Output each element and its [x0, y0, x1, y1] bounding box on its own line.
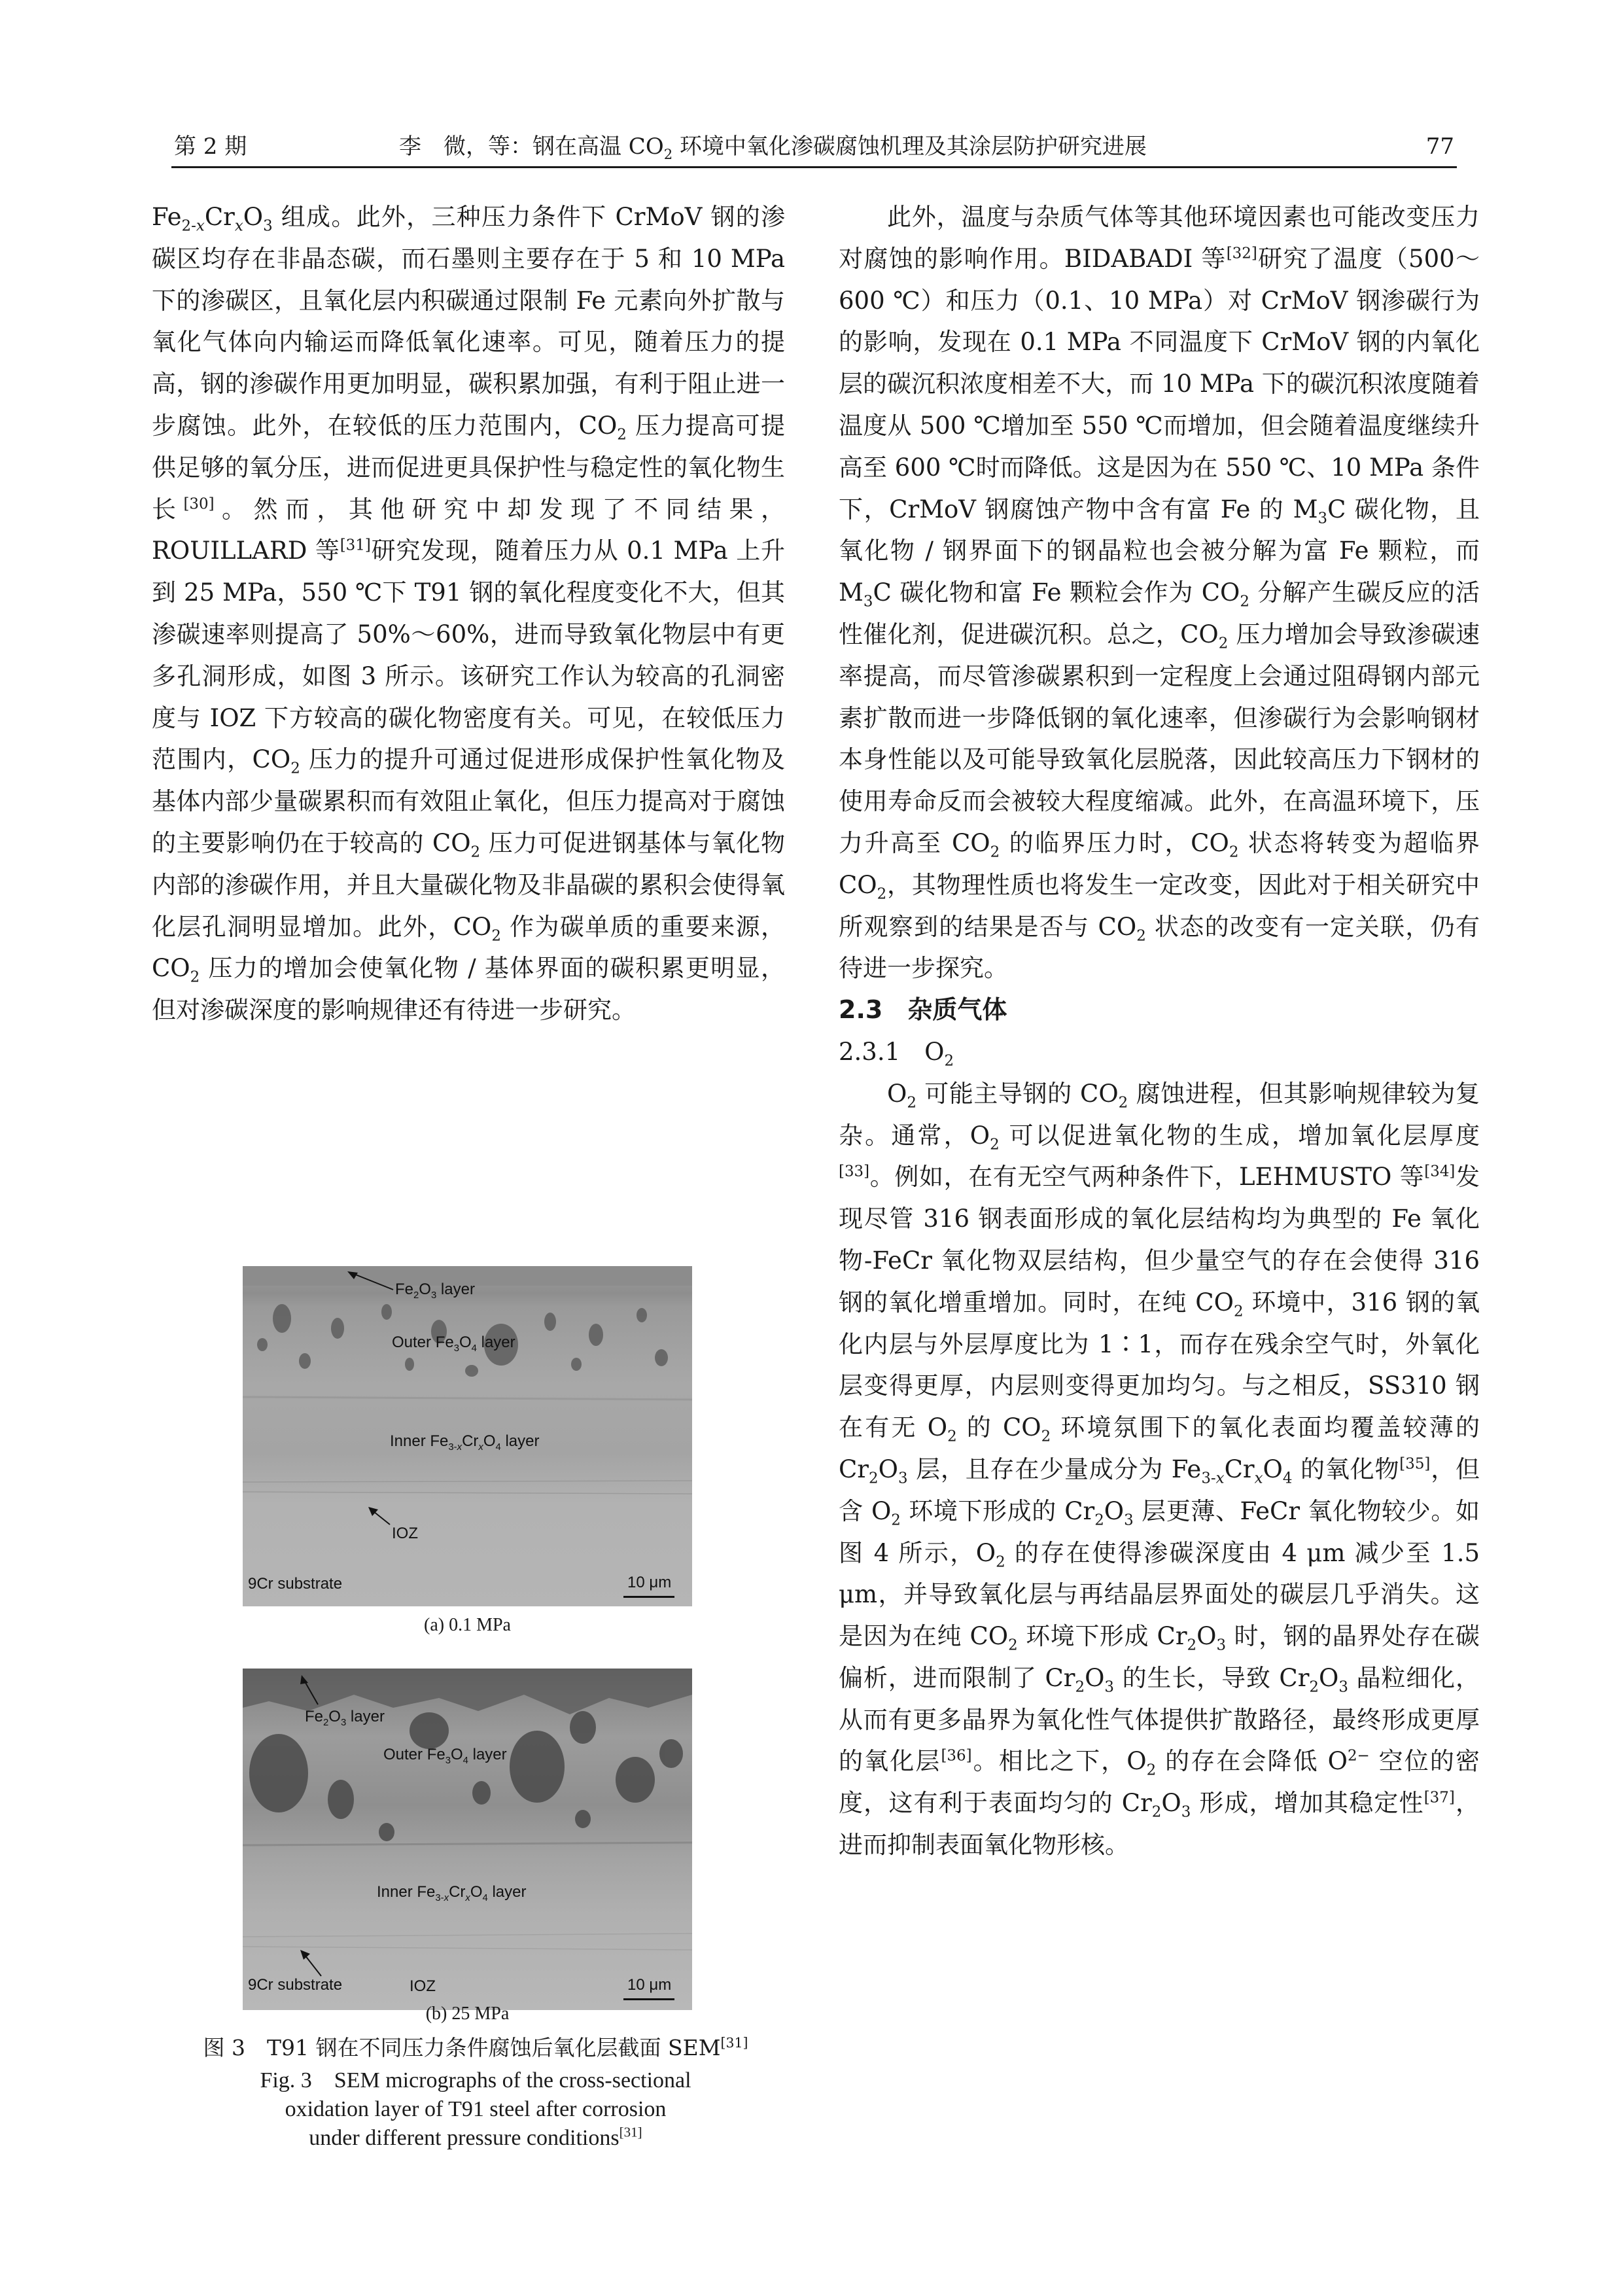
- inner-fe3crxo4-layer-label: Inner $Fe_{3-x}Cr_xO_4$ layer: [377, 1883, 527, 1903]
- ioz-label: IOZ: [410, 1977, 436, 1995]
- scale-bar-label: 10 μm: [627, 1976, 672, 1994]
- running-title: 李 微，等：钢在高温 $CO_2$ 环境中氧化渗碳腐蚀机理及其涂层防护研究进展: [399, 133, 1147, 162]
- fe2o3-layer-label: $Fe_2O_3$ layer: [395, 1280, 475, 1301]
- inner-fe3crxo4-layer-label: Inner $Fe_{3-x}Cr_xO_4$ layer: [390, 1432, 540, 1453]
- subsection-heading: 2.3.1 $O_2$: [839, 1037, 954, 1070]
- running-header: [171, 128, 1457, 165]
- scale-bar: [623, 1998, 674, 2000]
- header-rule: [171, 166, 1457, 168]
- caption-line: oxidation layer of T91 steel after corrosion: [285, 2097, 667, 2121]
- substrate-label: 9Cr substrate: [248, 1976, 343, 1994]
- left-column: [152, 196, 785, 1031]
- section-heading: 2.3 杂质气体: [839, 995, 1007, 1025]
- page-number: 77: [1425, 133, 1454, 160]
- scale-bar: [623, 1596, 674, 1598]
- outer-fe3o4-layer-label: Outer $Fe_3O_4$ layer: [383, 1746, 507, 1766]
- panel-b-caption: (b) 25 MPa: [425, 2004, 510, 2024]
- scale-bar-label: 10 μm: [627, 1574, 672, 1591]
- fe2o3-layer-label: $Fe_2O_3$ layer: [305, 1708, 385, 1728]
- issue-number: 第 2 期: [174, 133, 247, 160]
- body-paragraph: $O_2$ 可能主导钢的 $CO_2$ 腐蚀进程，但其影响规律较为复杂。通常，$O_2$ 可以促进氧化物的生成，增加氧化层厚度[33]。例如，在有无空气两种条件下，LEHMUSTO 等[34]发现尽管 316 钢表面形成的氧化层结构均为典型的 Fe 氧化物-FeCr 氧化物双层结构，但少量空气的存在会使得 316 钢的氧化增重增加。同时，在纯 $CO_2$ 环境中，316 钢的氧化内层与外层厚度比为 1∶1，而存在残余空气时，外氧化层变得更厚，内层则变得更加均匀。与之相反，SS310 钢在有无 $O_2$ 的 $CO_2$ 环境氛围下的氧化表面均覆盖较薄的 $Cr_2O_3$ 层，且存在少量成分为 $Fe_{3-x}Cr_xO_4$ 的氧化物[35]，但含 $O_2$ 环境下形成的 $Cr_2O_3$ 层更薄、FeCr 氧化物较少。如图 4 所示，$O_2$ 的存在使得渗碳深度由 4 μm 减少至 1.5 μm，并导致氧化层与再结晶层界面处的碳层几乎消失。这是因为在纯 $CO_2$ 环境下形成 $Cr_2O_3$ 时，钢的晶界处存在碳偏析，进而限制了 $Cr_2O_3$ 的生长，导致 $Cr_2O_3$ 晶粒细化，从而有更多晶界为氧化性气体提供扩散路径，最终形成更厚的氧化层[36]。相比之下，$O_2$ 的存在会降低 $O^{2-}$ 空位的密度，这有利于表面均匀的 $Cr_2O_3$ 形成，增加其稳定性[37]，进而抑制表面氧化物形核。: [839, 1079, 1480, 1860]
- panel-a-caption: (a) 0.1 MPa: [424, 1615, 511, 1635]
- right-column: [839, 196, 1480, 1866]
- body-paragraph: $Fe_{2-x}Cr_xO_3$ 组成。此外，三种压力条件下 CrMoV 钢的渗碳区均存在非晶态碳，而石墨则主要存在于 5 和 10 MPa 下的渗碳区，且氧化层内积碳通过限制 Fe 元素向外扩散与氧化气体向内输运而降低氧化速率。可见，随着压力的提高，钢的渗碳作用更加明显，碳积累加强，有利于阻止进一步腐蚀。此外，在较低的压力范围内，$CO_2$ 压力提高可提供足够的氧分压，进而促进更具保护性与稳定性的氧化物生长[30]。然而，其他研究中却发现了不同结果，ROUILLARD 等[31]研究发现，随着压力从 0.1 MPa 上升到 25 MPa，550 ℃下 T91 钢的氧化程度变化不大，但其渗碳速率则提高了 50%～60%，进而导致氧化物层中有更多孔洞形成，如图 3 所示。该研究工作认为较高的孔洞密度与 IOZ 下方较高的碳化物密度有关。可见，在较低压力范围内，$CO_2$ 压力的提升可通过促进形成保护性氧化物及基体内部少量碳累积而有效阻止氧化，但压力提高对于腐蚀的主要影响仍在于较高的 $CO_2$ 压力可促进钢基体与氧化物内部的渗碳作用，并且大量碳化物及非晶碳的累积会使得氧化层孔洞明显增加。此外，$CO_2$ 作为碳单质的重要来源，$CO_2$ 压力的增加会使氧化物 / 基体界面的碳积累更明显，但对渗碳深度的影响规律还有待进一步研究。: [152, 203, 786, 1025]
- caption-line: under different pressure conditions[31]: [309, 2124, 642, 2150]
- ioz-label: IOZ: [392, 1525, 418, 1542]
- body-paragraph: 此外，温度与杂质气体等其他环境因素也可能改变压力对腐蚀的影响作用。BIDABADI 等[32]研究了温度（500～600 ℃）和压力（0.1、10 MPa）对 CrMoV 钢渗碳行为的影响，发现在 0.1 MPa 不同温度下 CrMoV 钢的内氧化层的碳沉积浓度相差不大，而 10 MPa 下的碳沉积浓度随着温度从 500 ℃增加至 550 ℃而增加，但会随着温度继续升高至 600 ℃时而降低。这是因为在 550 ℃、10 MPa 条件下，CrMoV 钢腐蚀产物中含有富 Fe 的 $M_3C$ 碳化物，且氧化物 / 钢界面下的钢晶粒也会被分解为富 Fe 颗粒，而 $M_3C$ 碳化物和富 Fe 颗粒会作为 $CO_2$ 分解产生碳反应的活性催化剂，促进碳沉积。总之，$CO_2$ 压力增加会导致渗碳速率提高，而尽管渗碳累积到一定程度上会通过阻碍钢内部元素扩散而进一步降低钢的氧化速率，但渗碳行为会影响钢材本身性能以及可能导致氧化层脱落，因此较高压力下钢材的使用寿命反而会被较大程度缩减。此外，在高温环境下，压力升高至 $CO_2$ 的临界压力时，$CO_2$ 状态将转变为超临界 $CO_2$，其物理性质也将发生一定改变，因此对于相关研究中所观察到的结果是否与 $CO_2$ 状态的改变有一定关联，仍有待进一步探究。: [839, 203, 1480, 983]
- figure-caption-chinese: 图 3 T91 钢在不同压力条件腐蚀后氧化层截面 SEM[31]: [203, 2035, 748, 2060]
- substrate-label: 9Cr substrate: [248, 1575, 343, 1593]
- figure-caption-english: [171, 2066, 780, 2153]
- outer-fe3o4-layer-label: Outer $Fe_3O_4$ layer: [392, 1333, 515, 1354]
- sem-micrograph-b: [243, 1669, 692, 2010]
- caption-line: Fig. 3 SEM micrographs of the cross-sectional: [260, 2068, 691, 2093]
- sem-micrograph-a: [243, 1266, 692, 1606]
